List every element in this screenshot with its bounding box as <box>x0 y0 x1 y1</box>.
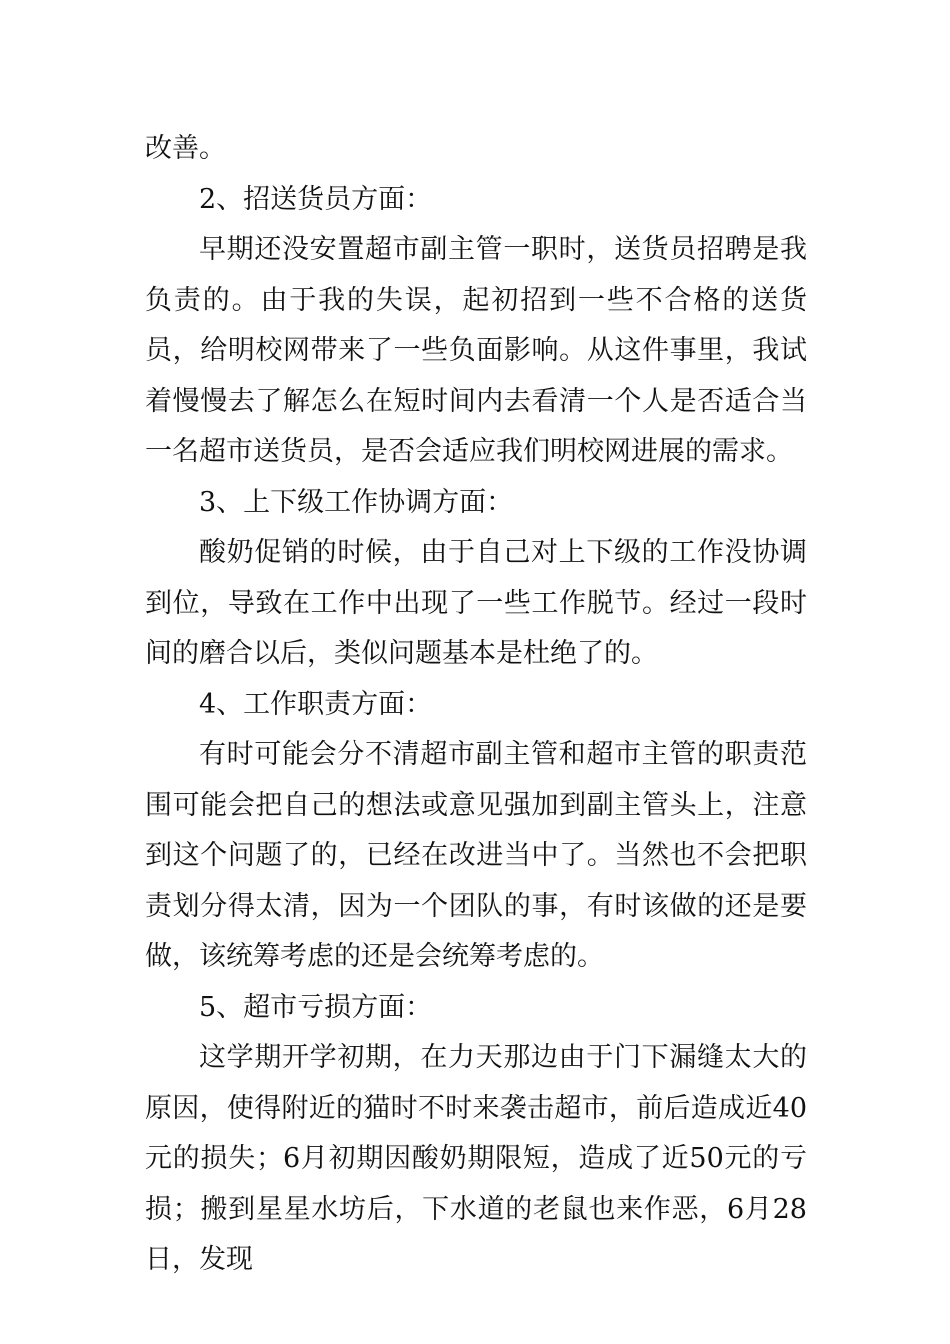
paragraph-continuation: 改善。 <box>145 133 226 164</box>
paragraph-delivery-staff: 早期还没安置超市副主管一职时，送货员招聘是我负责的。由于我的失误，起初招到一些不合格的送货员，给明校网带来了一些负面影响。从这件事里，我试着慢慢去了解怎么在短时间内去看清一个人是否适合当一名超市送货员，是否会适应我们明校网进展的需求。 <box>145 234 807 467</box>
document-body <box>145 124 807 1286</box>
section-heading-delivery-staff: 2、招送货员方面： <box>199 183 433 215</box>
paragraph-responsibilities: 有时可能会分不清超市副主管和超市主管的职责范围可能会把自己的想法或意见强加到副主管头上，注意到这个问题了的，已经在改进当中了。当然也不会把职责划分得太清，因为一个团队的事，有时该做的还是要做，该统筹考虑的还是会统筹考虑的。 <box>145 739 807 972</box>
section-heading-losses: 5、超市亏损方面： <box>199 991 433 1023</box>
paragraph-coordination: 酸奶促销的时候，由于自己对上下级的工作没协调到位，导致在工作中出现了一些工作脱节。经过一段时间的磨合以后，类似问题基本是杜绝了的。 <box>145 537 807 669</box>
section-heading-coordination: 3、上下级工作协调方面： <box>199 486 514 518</box>
paragraph-losses: 这学期开学初期，在力天那边由于门下漏缝太大的原因，使得附近的猫时不时来袭击超市，前后造成近40元的损失；6月初期因酸奶期限短，造成了近50元的亏损；搬到星星水坊后，下水道的老鼠也来作恶，6月28日，发现 <box>145 1042 807 1275</box>
section-heading-responsibilities: 4、工作职责方面： <box>199 688 433 720</box>
